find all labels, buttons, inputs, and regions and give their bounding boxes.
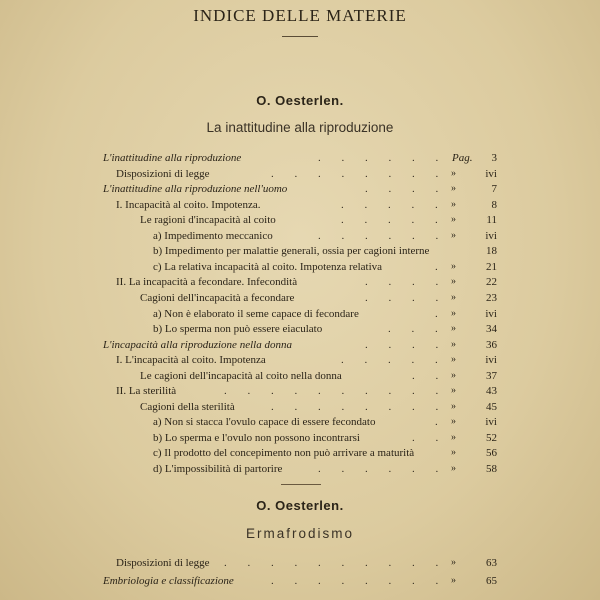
toc-entry <box>0 556 497 570</box>
toc-leader-dots: . <box>435 260 447 273</box>
toc-entry-title: L'inattitudine alla riproduzione <box>103 152 242 164</box>
toc-leader-dots: . . . . . . . . <box>271 400 448 413</box>
toc-entry <box>0 353 497 367</box>
toc-ditto-mark: » <box>451 400 456 412</box>
toc-ditto-mark: » <box>451 338 456 350</box>
section-divider <box>281 484 321 485</box>
toc-entry <box>0 322 497 336</box>
header-rule <box>282 36 318 37</box>
toc-ditto-mark: » <box>451 198 456 210</box>
toc-page-number: 21 <box>486 260 497 273</box>
section2-title: Ermafrodismo <box>245 526 355 541</box>
toc-page-number: 52 <box>486 431 497 444</box>
toc-leader-dots: . . . . . . . . <box>271 575 448 587</box>
toc-leader-dots: . . . . . . <box>318 463 448 475</box>
toc-leader-dots: . . . . <box>365 276 448 289</box>
toc-page-number: ivi <box>485 229 497 242</box>
toc-entry <box>0 307 497 321</box>
toc-entry-title: I. L'incapacità al coito. Impotenza <box>116 354 266 367</box>
toc-page-number: ivi <box>485 307 497 320</box>
toc-entry <box>0 384 497 398</box>
toc-entry-title: II. La incapacità a fecondare. Infecondità <box>116 276 298 289</box>
toc-entry-title: c) Il prodotto del concepimento non può arrivare a maturità <box>153 447 415 460</box>
toc-page-number: 22 <box>486 276 497 289</box>
toc-entry-title: Embriologia e classificazione <box>103 575 234 587</box>
toc-entry <box>0 431 497 445</box>
toc-entry-title: L'inattitudine alla riproduzione nell'uomo <box>103 183 288 196</box>
toc-entry <box>0 260 497 274</box>
toc-entry <box>0 275 497 289</box>
section1-author: O. Oesterlen. <box>256 93 344 108</box>
toc-ditto-mark: » <box>451 369 456 381</box>
toc-entry-title: b) Impedimento per malattie generali, ossia per cagioni interne <box>153 245 430 258</box>
toc-entry <box>0 574 497 588</box>
toc-entry <box>0 291 497 305</box>
toc-page-number: 43 <box>486 385 497 398</box>
toc-entry-title: Le cagioni dell'incapacità al coito nella donna <box>140 369 342 382</box>
toc-leader-dots: . . . . <box>365 183 448 196</box>
toc-ditto-mark: » <box>451 291 456 303</box>
toc-ditto-mark: » <box>451 416 456 428</box>
toc-leader-dots: . <box>435 416 447 429</box>
toc-entry-title: a) Non è elaborato il seme capace di fecondare <box>153 307 359 320</box>
toc-entry-title: Disposizioni di legge <box>116 557 210 569</box>
toc-ditto-mark: » <box>451 183 456 195</box>
toc-page-number: 36 <box>486 338 497 351</box>
toc-entry <box>0 415 497 429</box>
toc-entry <box>0 198 497 212</box>
toc-entry <box>0 369 497 383</box>
toc-page-number: 34 <box>486 323 497 336</box>
toc-entry <box>0 244 497 258</box>
section1-title: La inattitudine alla riproduzione <box>206 120 394 135</box>
toc-entry-title: I. Incapacità al coito. Impotenza. <box>116 198 261 211</box>
toc-page-number: ivi <box>485 416 497 429</box>
toc-ditto-mark: » <box>451 307 456 319</box>
toc-leader-dots: . . . . . . . . . . <box>224 557 448 569</box>
toc-leader-dots: . <box>435 307 447 320</box>
toc-ditto-mark: » <box>451 385 456 397</box>
toc-page-number: 18 <box>486 245 497 258</box>
toc-page-number: 65 <box>486 575 497 587</box>
toc-page-number: ivi <box>485 167 497 180</box>
toc-page-number: 3 <box>491 152 497 164</box>
toc-leader-dots: . . . . . . <box>318 229 448 242</box>
toc-entry-title: II. La sterilità <box>116 385 177 398</box>
toc-page-number: 7 <box>491 183 497 196</box>
toc-leader-dots: . . . . . <box>341 354 447 367</box>
toc-page-number: 45 <box>486 400 497 413</box>
toc-page-number: 23 <box>486 291 497 304</box>
toc-ditto-mark: » <box>451 575 456 586</box>
toc-page-number: 58 <box>486 463 497 475</box>
toc-ditto-mark: » <box>451 323 456 335</box>
toc-ditto-mark: » <box>451 557 456 568</box>
toc-leader-dots: . . . . <box>365 338 448 351</box>
toc-page-number: 56 <box>486 447 497 460</box>
running-header: INDICE DELLE MATERIE <box>193 6 407 25</box>
toc-ditto-mark: » <box>451 167 456 179</box>
toc-entry-title: Cagioni dell'incapacità a fecondare <box>140 291 295 304</box>
toc-leader-dots: . . . . . <box>341 214 447 227</box>
toc-leader-dots: . . . <box>388 323 447 336</box>
toc-ditto-mark: » <box>451 463 456 474</box>
toc-entry-title: a) Impedimento meccanico <box>153 229 273 242</box>
toc-page-number: 63 <box>486 557 497 569</box>
toc-page-number: 37 <box>486 369 497 382</box>
toc-ditto-mark: » <box>451 431 456 443</box>
toc-entry-title: Disposizioni di legge <box>116 167 210 180</box>
section2-author: O. Oesterlen. <box>256 498 344 513</box>
toc-entry-title: Cagioni della sterilità <box>140 400 235 413</box>
toc-entry <box>0 182 497 196</box>
toc-leader-dots: . . . . . . <box>318 152 448 164</box>
toc-entry <box>0 338 497 352</box>
toc-ditto-mark: » <box>451 447 456 459</box>
toc-entry-title: L'incapacità alla riproduzione nella donna <box>103 338 292 351</box>
toc-entry <box>0 167 497 181</box>
toc-leader-dots: . . <box>412 431 448 444</box>
toc-ditto-mark: » <box>451 260 456 272</box>
toc-page-number: 8 <box>491 198 497 211</box>
toc-entry <box>0 462 497 476</box>
toc-ditto-mark: » <box>451 276 456 288</box>
toc-leader-dots: . . . . . <box>341 198 447 211</box>
toc-leader-dots: . . . . <box>365 291 448 304</box>
toc-leader-dots: . . . . . . . . <box>271 167 448 180</box>
toc-entry-title: d) L'impossibilità di partorire <box>153 463 283 475</box>
toc-entry-title: a) Non si stacca l'ovulo capace di essere fecondato <box>153 416 376 429</box>
toc-entry-title: Le ragioni d'incapacità al coito <box>140 214 276 227</box>
toc-ditto-mark: Pag. <box>452 152 473 164</box>
toc-entry-title: c) La relativa incapacità al coito. Impotenza relativa <box>153 260 383 273</box>
toc-entry <box>0 446 497 460</box>
toc-entry <box>0 151 497 165</box>
toc-page-number: 11 <box>486 214 497 227</box>
toc-entry <box>0 213 497 227</box>
toc-entry <box>0 400 497 414</box>
toc-entry-title: b) Lo sperma e l'ovulo non possono incontrarsi <box>153 431 360 444</box>
toc-ditto-mark: » <box>451 214 456 226</box>
toc-leader-dots: . . . . . . . . . . <box>224 385 448 398</box>
toc-leader-dots: . . <box>412 369 448 382</box>
toc-entry <box>0 229 497 243</box>
toc-entry-title: b) Lo sperma non può essere eiaculato <box>153 323 323 336</box>
toc-page-number: ivi <box>485 354 497 367</box>
toc-ditto-mark: » <box>451 229 456 241</box>
toc-ditto-mark: » <box>451 354 456 366</box>
